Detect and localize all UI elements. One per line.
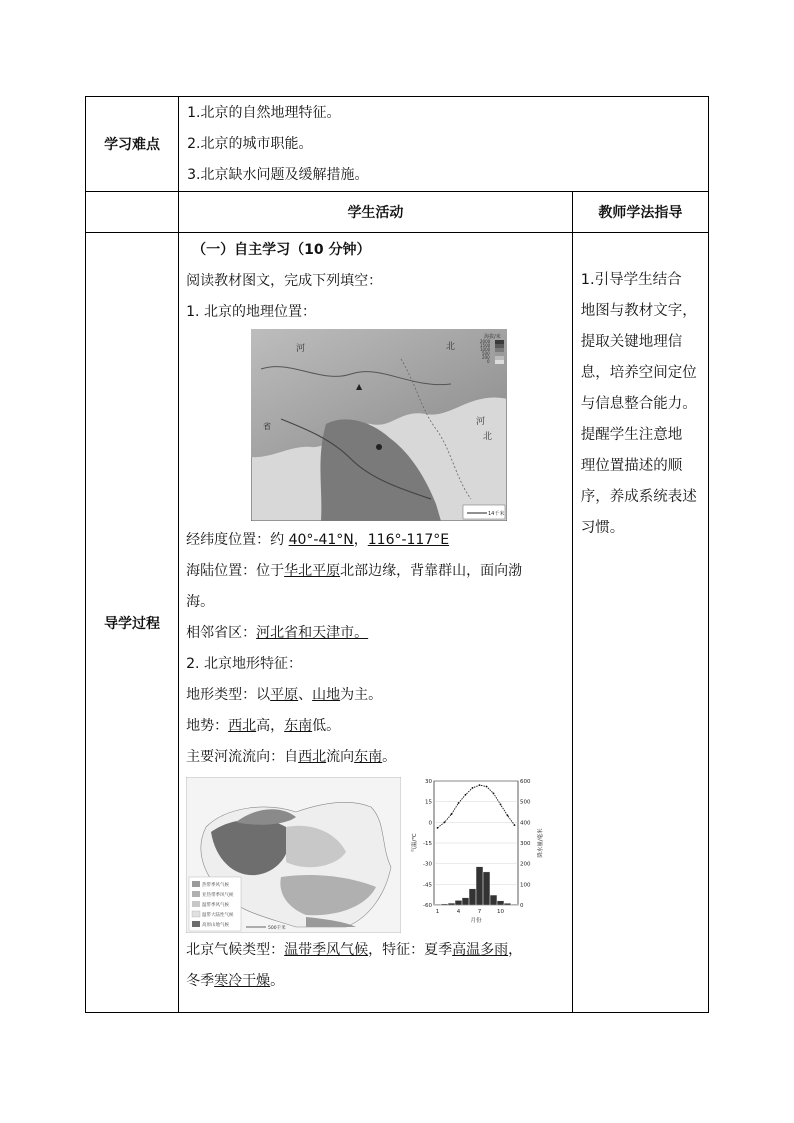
svg-text:温带季风气候: 温带季风气候 <box>202 903 230 908</box>
beijing-topographic-map <box>186 328 572 525</box>
climate-line-1: 北京气候类型：温带季风气候，特征：夏季高温多雨， <box>186 942 523 958</box>
precip-bar <box>455 900 462 905</box>
y-left-tick-label: 30 <box>425 779 433 785</box>
temperature-point <box>507 815 509 817</box>
difficulty-item-3: 3.北京缺水问题及缓解措施。 <box>187 167 369 183</box>
process-label: 导学过程 <box>86 233 179 1013</box>
precip-bar <box>434 904 441 905</box>
slope-line: 地势：西北高，东南低。 <box>186 718 341 734</box>
summer-answer: 高温多雨 <box>452 942 509 958</box>
x-tick-label: 4 <box>456 909 461 915</box>
svg-text:2000: 2000 <box>479 339 491 344</box>
temperature-point <box>514 824 516 826</box>
temperature-point <box>437 827 439 829</box>
river-line: 主要河流流向：自西北流向东南。 <box>186 749 397 765</box>
y-left-tick-label: -30 <box>423 861 433 868</box>
precip-bar <box>483 872 490 905</box>
svg-text:河: 河 <box>475 417 485 427</box>
precip-bar <box>497 901 504 905</box>
precip-bar <box>469 889 476 905</box>
y-right-tick-label: 0 <box>520 903 524 909</box>
y-left-tick-label: 0 <box>428 820 433 827</box>
lesson-plan-table <box>85 96 709 1013</box>
climate-line-2: 冬季寒冷干燥。 <box>186 973 285 989</box>
y-right-tick-label: 300 <box>520 841 531 847</box>
svg-text:1000: 1000 <box>479 347 491 352</box>
lat-answer: 40°-41°N <box>288 532 354 548</box>
svg-text:省: 省 <box>262 422 271 431</box>
y-left-tick-label: -15 <box>423 841 433 847</box>
question-1: 1. 北京的地理位置： <box>186 304 316 320</box>
svg-text:1500: 1500 <box>479 343 491 348</box>
lat-lon-line: 经纬度位置：约 40°-41°N，116°-117°E <box>186 532 450 548</box>
precip-bar <box>462 898 469 905</box>
question-2: 2. 北京地形特征： <box>186 656 302 672</box>
difficulty-label: 学习难点 <box>86 97 179 192</box>
svg-text:0: 0 <box>486 359 490 364</box>
svg-text:亚热带季风气候: 亚热带季风气候 <box>202 893 234 898</box>
sea-land-answer: 华北平原 <box>284 563 341 579</box>
climate-type-answer: 温带季风气候 <box>284 942 369 958</box>
temperature-point <box>486 786 488 788</box>
svg-text:温带大陆性气候: 温带大陆性气候 <box>202 913 234 918</box>
x-axis-label: 月份 <box>470 918 482 924</box>
temperature-point <box>451 813 453 815</box>
svg-text:高原山地气候: 高原山地气候 <box>202 923 230 928</box>
section-title: （一）自主学习（10 分钟） <box>192 242 371 258</box>
y-right-axis-label: 降水量/毫米 <box>538 828 545 858</box>
y-right-tick-label: 100 <box>520 882 531 889</box>
neighbors-line: 相邻省区：河北省和天津市。 <box>186 625 369 641</box>
sea-land-line-1: 海陆位置：位于华北平原北部边缘，背靠群山，面向渤 <box>186 563 523 579</box>
svg-text:河: 河 <box>295 344 305 354</box>
map-scale-label: 14千米 <box>487 511 505 517</box>
svg-text:200: 200 <box>481 355 490 360</box>
lon-answer: 116°-117°E <box>367 532 450 548</box>
beijing-climate-chart <box>408 775 548 931</box>
climate-legend <box>189 877 241 931</box>
china-map-scale: 500千米 <box>268 926 286 931</box>
y-left-tick-label: -45 <box>423 882 433 889</box>
climate-figures <box>186 773 572 933</box>
terrain-line: 地形类型：以平原、山地为主。 <box>186 687 383 703</box>
x-tick-label: 1 <box>435 909 440 915</box>
header-teacher-guide: 教师学法指导 <box>572 192 708 233</box>
header-student-activity: 学生活动 <box>179 192 573 233</box>
y-right-tick-label: 400 <box>520 820 531 827</box>
y-left-axis-label: 气温/℃ <box>412 833 419 853</box>
china-climate-map <box>186 777 401 933</box>
temperature-point <box>458 802 460 804</box>
y-right-tick-label: 500 <box>520 799 531 806</box>
header-empty-cell <box>86 192 179 233</box>
y-right-tick-label: 200 <box>520 861 531 868</box>
svg-text:500: 500 <box>481 351 490 356</box>
winter-answer: 寒冷干燥 <box>214 973 271 989</box>
neighbors-answer: 河北省和天津市。 <box>256 625 369 641</box>
y-left-tick-label: 15 <box>425 799 433 806</box>
difficulty-item-2: 2.北京的城市职能。 <box>187 136 313 152</box>
temperature-point <box>500 804 502 806</box>
svg-text:海拔/米: 海拔/米 <box>483 334 501 340</box>
difficulty-item-1: 1.北京的自然地理特征。 <box>187 105 341 121</box>
svg-text:热带季风气候: 热带季风气候 <box>202 883 230 888</box>
temperature-point <box>472 787 474 789</box>
temperature-point <box>479 784 481 786</box>
teacher-guide-text: 1.引导学生结合 地图与教材文字， 提取关键地理信 息，培养空间定位 与信息整合能力。 提醒学生注意地 理位置描述的顺 序，养成系统表述 习惯。 <box>580 272 697 536</box>
x-tick-label: 10 <box>497 909 505 915</box>
precip-bar <box>511 904 518 905</box>
x-tick-label: 7 <box>477 909 482 915</box>
svg-text:▲: ▲ <box>355 382 363 391</box>
precip-bar <box>504 903 511 905</box>
intro-text: 阅读教材图文，完成下列填空： <box>186 273 383 289</box>
temperature-point <box>444 821 446 823</box>
sea-land-line-2: 海。 <box>186 594 215 610</box>
temperature-point <box>465 794 467 796</box>
precip-bar <box>448 903 455 905</box>
temperature-point <box>493 793 495 795</box>
precip-bar <box>476 867 483 905</box>
y-left-tick-label: -60 <box>423 903 433 909</box>
y-right-tick-label: 600 <box>520 779 531 785</box>
precip-bar <box>441 904 448 905</box>
svg-text:北: 北 <box>482 432 492 442</box>
precip-bar <box>490 895 497 905</box>
svg-text:北: 北 <box>445 342 455 352</box>
